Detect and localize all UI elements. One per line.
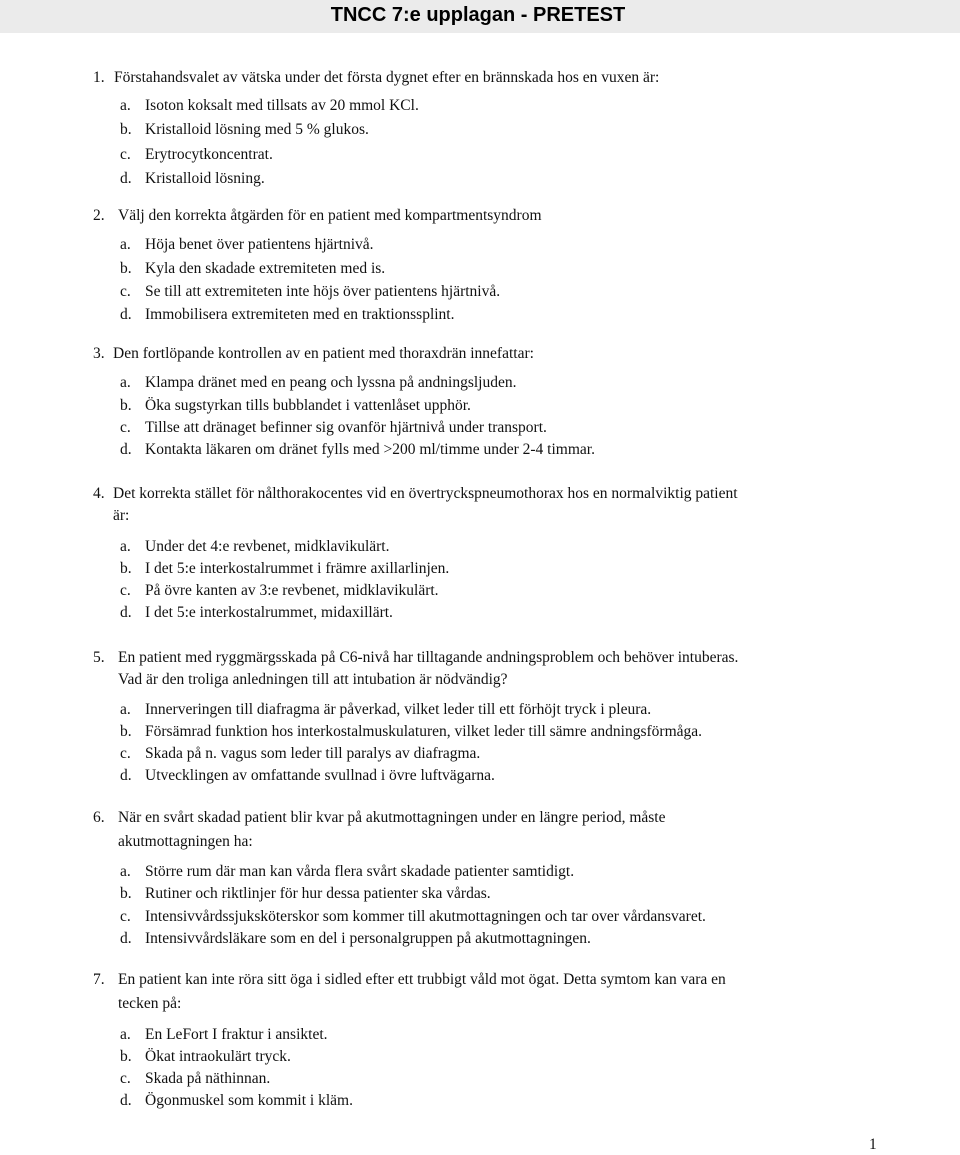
question-number: 5.: [93, 649, 105, 666]
question-number: 6.: [93, 809, 105, 826]
option-text: Immobilisera extremiteten med en traktionssplint.: [145, 306, 455, 323]
option-letter: b.: [120, 260, 132, 277]
option-letter: c.: [120, 1070, 131, 1087]
option-text: Större rum där man kan vårda flera svårt skadade patienter samtidigt.: [145, 863, 575, 880]
question-number: 3.: [93, 345, 105, 362]
option-letter: c.: [120, 745, 131, 762]
question-number: 1.: [93, 69, 105, 86]
question-text: Välj den korrekta åtgärden för en patient med kompartmentsyndrom: [118, 207, 542, 224]
option-text: Öka sugstyrkan tills bubblandet i vattenlåset upphör.: [145, 397, 471, 414]
option-letter: d.: [120, 767, 132, 784]
option-text: Rutiner och riktlinjer för hur dessa patienter ska vårdas.: [145, 885, 491, 902]
option-letter: d.: [120, 930, 132, 947]
option-text: Klampa dränet med en peang och lyssna på andningsljuden.: [145, 374, 517, 391]
question-text: akutmottagningen ha:: [118, 833, 253, 850]
option-letter: a.: [120, 701, 131, 718]
option-text: Kyla den skadade extremiteten med is.: [145, 260, 386, 277]
option-letter: d.: [120, 170, 132, 187]
option-text: I det 5:e interkostalrummet i främre axillarlinjen.: [145, 560, 450, 577]
option-letter: b.: [120, 1048, 132, 1065]
option-letter: c.: [120, 419, 131, 436]
option-text: På övre kanten av 3:e revbenet, midklavikulärt.: [145, 582, 439, 599]
option-letter: b.: [120, 397, 132, 414]
question-text: Det korrekta stället för nålthorakocentes vid en övertryckspneumothorax hos en normalviktig patient: [113, 485, 738, 502]
question-text: En patient kan inte röra sitt öga i sidled efter ett trubbigt våld mot ögat. Detta symtom kan vara en: [118, 971, 726, 988]
question-text: Den fortlöpande kontrollen av en patient med thoraxdrän innefattar:: [113, 345, 534, 362]
option-text: Intensivvårdsläkare som en del i personalgruppen på akutmottagningen.: [145, 930, 591, 947]
option-letter: c.: [120, 146, 131, 163]
option-letter: a.: [120, 236, 131, 253]
option-letter: b.: [120, 560, 132, 577]
option-letter: a.: [120, 538, 131, 555]
option-text: Ögonmuskel som kommit i kläm.: [145, 1092, 353, 1109]
option-text: Kristalloid lösning med 5 % glukos.: [145, 121, 369, 138]
question-number: 4.: [93, 485, 105, 502]
option-letter: b.: [120, 121, 132, 138]
option-text: Höja benet över patientens hjärtnivå.: [145, 236, 374, 253]
option-text: Försämrad funktion hos interkostalmuskulaturen, vilket leder till sämre andningsförmåga.: [145, 723, 703, 740]
option-letter: d.: [120, 306, 132, 323]
question-number: 7.: [93, 971, 105, 988]
option-letter: a.: [120, 97, 131, 114]
option-text: Kristalloid lösning.: [145, 170, 265, 187]
question-text: En patient med ryggmärgsskada på C6-nivå har tilltagande andningsproblem och behöver intuberas.: [118, 649, 739, 666]
option-letter: d.: [120, 1092, 132, 1109]
option-text: Erytrocytkoncentrat.: [145, 146, 273, 163]
option-text: Skada på näthinnan.: [145, 1070, 271, 1087]
option-text: Tillse att dränaget befinner sig ovanför hjärtnivå under transport.: [145, 419, 547, 436]
option-letter: b.: [120, 723, 132, 740]
question-number: 2.: [93, 207, 105, 224]
option-letter: c.: [120, 908, 131, 925]
page-title: TNCC 7:e upplagan - PRETEST: [330, 4, 626, 26]
option-letter: a.: [120, 374, 131, 391]
question-text: är:: [113, 507, 130, 524]
option-text: Innerveringen till diafragma är påverkad, vilket leder till ett förhöjt tryck i pleura.: [145, 701, 652, 718]
option-letter: a.: [120, 1026, 131, 1043]
option-letter: c.: [120, 582, 131, 599]
option-text: Under det 4:e revbenet, midklavikulärt.: [145, 538, 390, 555]
option-text: Skada på n. vagus som leder till paralys av diafragma.: [145, 745, 481, 762]
option-text: I det 5:e interkostalrummet, midaxillärt.: [145, 604, 393, 621]
option-text: Isoton koksalt med tillsats av 20 mmol KCl.: [145, 97, 419, 114]
option-text: Utvecklingen av omfattande svullnad i övre luftvägarna.: [145, 767, 495, 784]
question-text: Förstahandsvalet av vätska under det första dygnet efter en brännskada hos en vuxen är:: [114, 69, 660, 86]
option-text: Intensivvårdssjuksköterskor som kommer till akutmottagningen och tar over vårdansvaret.: [145, 908, 706, 925]
option-text: Se till att extremiteten inte höjs över patientens hjärtnivå.: [145, 283, 501, 300]
question-text: Vad är den troliga anledningen till att intubation är nödvändig?: [118, 671, 508, 688]
option-text: En LeFort I fraktur i ansiktet.: [145, 1026, 328, 1043]
page-number: 1: [869, 1136, 877, 1153]
option-letter: d.: [120, 441, 132, 458]
option-letter: c.: [120, 283, 131, 300]
option-letter: d.: [120, 604, 132, 621]
question-text: tecken på:: [118, 995, 182, 1012]
option-text: Kontakta läkaren om dränet fylls med >200 ml/timme under 2-4 timmar.: [145, 441, 595, 458]
option-letter: b.: [120, 885, 132, 902]
option-text: Ökat intraokulärt tryck.: [145, 1048, 291, 1065]
question-text: När en svårt skadad patient blir kvar på akutmottagningen under en längre period, måste: [118, 809, 666, 826]
title-bar: [0, 0, 960, 33]
option-letter: a.: [120, 863, 131, 880]
